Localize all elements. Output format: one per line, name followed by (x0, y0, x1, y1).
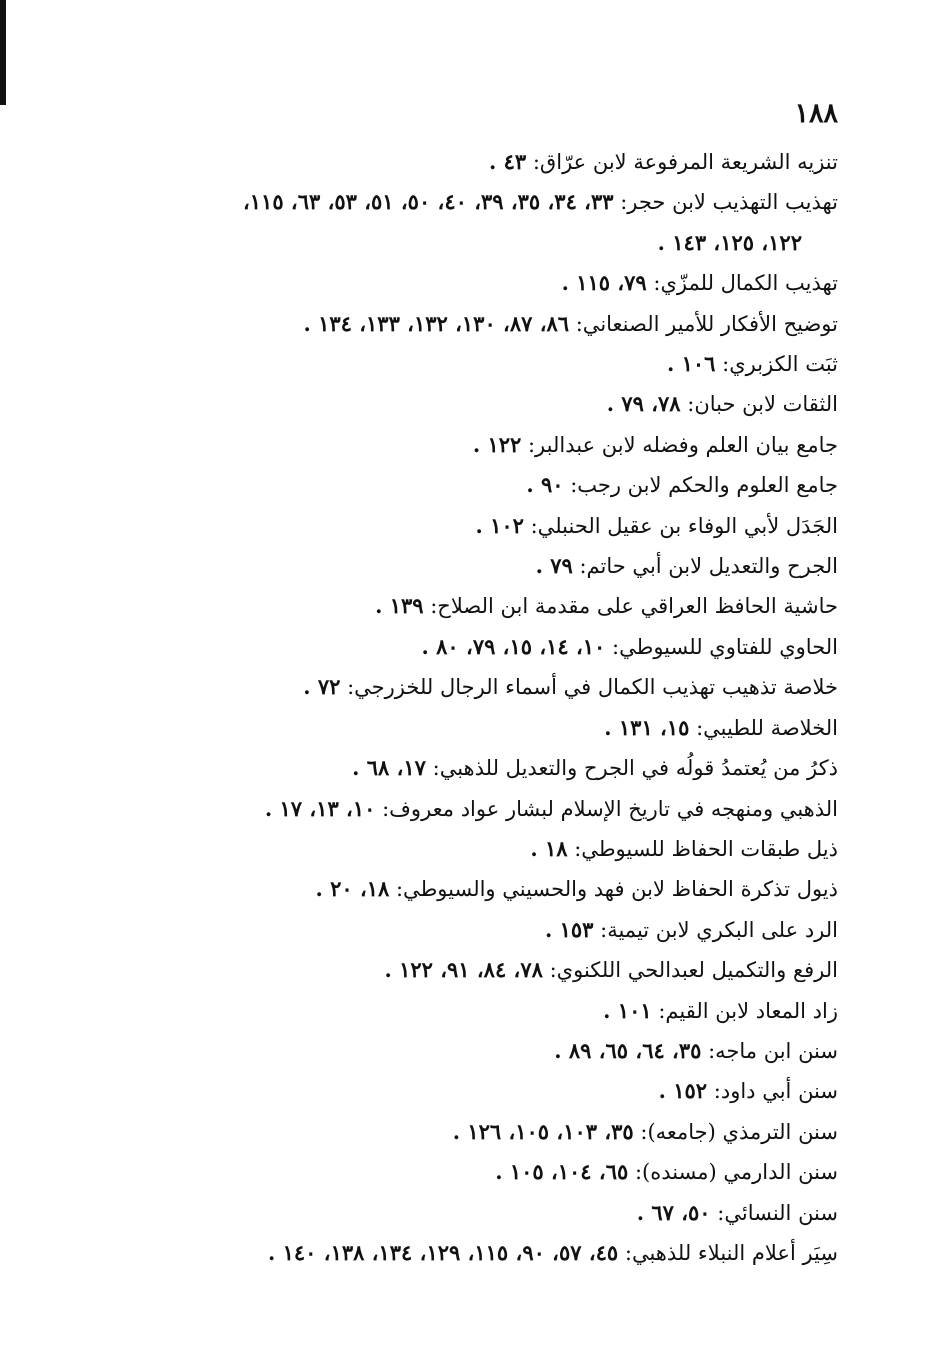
index-entry (118, 991, 838, 1031)
entry-title: جامع بيان العلم وفضله لابن عبدالبر: (527, 432, 838, 457)
entry-pages: ١٢٢، ١٢٥، ١٤٣ . (657, 229, 802, 255)
entry-pages: ١٣٩ . (375, 593, 424, 619)
index-entry (118, 910, 838, 950)
index-entry-continuation (118, 223, 838, 263)
index-entry (118, 789, 838, 829)
entry-title: سنن ابن ماجه: (708, 1038, 838, 1063)
index-entry (118, 1031, 838, 1071)
entry-pages: ١٠٦ . (667, 351, 716, 377)
entry-pages: ١٥، ١٣١ . (604, 714, 690, 740)
entry-title: سنن أبي داود: (713, 1079, 838, 1104)
entry-title: ذكرُ من يُعتمدُ قولُه في الجرح والتعديل للذهبي: (432, 756, 838, 781)
index-entry (118, 304, 838, 344)
entry-title: تهذيب التهذيب لابن حجر: (620, 190, 838, 215)
index-entry (118, 546, 838, 586)
entry-pages: ٤٣ . (488, 149, 527, 174)
index-entry (118, 748, 838, 788)
index-entry (118, 142, 838, 182)
entry-pages: ٤٥، ٥٧، ٩٠، ١١٥، ١٢٩، ١٣٤، ١٣٨، ١٤٠ . (268, 1239, 619, 1265)
index-entry (118, 869, 838, 909)
entry-pages: ١٢٢ . (472, 431, 522, 457)
entry-pages: ٣٣، ٣٤، ٣٥، ٣٩، ٤٠، ٥٠، ٥١، ٥٣، ٦٣، ١١٥، (242, 189, 614, 215)
index-entry (118, 182, 838, 222)
entry-title: الجرح والتعديل لابن أبي حاتم: (579, 554, 838, 579)
entry-title: الرفع والتكميل لعبدالحي اللكنوي: (549, 958, 838, 983)
index-entry (118, 1152, 838, 1192)
index-entry (118, 425, 838, 465)
entry-title: الجَدَل لأبي الوفاء بن عقيل الحنبلي: (530, 513, 838, 538)
entry-pages: ١٠، ١٤، ١٥، ٧٩، ٨٠ . (421, 633, 606, 659)
entry-title: سنن الدارمي (مسنده): (634, 1160, 838, 1185)
entry-pages: ١٠، ١٣، ١٧ . (264, 795, 376, 821)
entry-pages: ١٥٢ . (658, 1078, 708, 1104)
entry-title: سنن الترمذي (جامعه): (640, 1119, 838, 1144)
entry-pages: ١٠٢ . (475, 512, 524, 538)
entry-title: تنزيه الشريعة المرفوعة لابن عرّاق: (532, 150, 838, 174)
index-entry (118, 667, 838, 707)
index-entry (118, 465, 838, 505)
entry-title: الثقات لابن حبان: (687, 392, 838, 417)
entry-title: الرد على البكري لابن تيمية: (600, 917, 838, 942)
entry-title: سنن النسائي: (717, 1200, 838, 1225)
index-entry (118, 829, 838, 869)
index-entry (118, 1071, 838, 1111)
entry-pages: ٣٥، ١٠٣، ١٠٥، ١٢٦ . (452, 1118, 634, 1144)
entry-pages: ٩٠ . (526, 472, 564, 498)
entry-title: سِيَر أعلام النبلاء للذهبي: (624, 1240, 838, 1265)
entry-title: خلاصة تذهيب تهذيب الكمال في أسماء الرجال للخزرجي: (347, 675, 838, 700)
entry-pages: ٨٦، ٨٧، ١٣٠، ١٣٢، ١٣٣، ١٣٤ . (303, 310, 570, 336)
entry-title: جامع العلوم والحكم لابن رجب: (570, 473, 838, 498)
index-entry (118, 950, 838, 990)
index-entry (118, 708, 838, 748)
entry-title: ثبَت الكزبري: (722, 352, 838, 377)
entry-title: الحاوي للفتاوي للسيوطي: (612, 634, 838, 659)
entry-pages: ١٥٣ . (544, 916, 594, 942)
entry-pages: ٧٨، ٧٩ . (606, 391, 681, 417)
binding-edge-mark (0, 0, 6, 105)
entry-title: تهذيب الكمال للمزّي: (653, 271, 838, 296)
index-entry (118, 344, 838, 384)
entry-pages: ٧٩ . (535, 553, 573, 579)
index-entries (118, 142, 838, 1273)
entry-pages: ٥٠، ٦٧ . (636, 1199, 711, 1225)
entry-pages: ١٧، ٦٨ . (352, 755, 426, 781)
entry-title: ذيل طبقات الحفاظ للسيوطي: (574, 836, 838, 861)
index-entry (118, 263, 838, 303)
entry-pages: ١٨، ٢٠ . (315, 876, 390, 902)
index-entry (118, 384, 838, 424)
entry-pages: ٧٢ . (303, 674, 341, 700)
entry-title: زاد المعاد لابن القيم: (658, 998, 838, 1023)
entry-pages: ٣٥، ٦٤، ٦٥، ٨٩ . (554, 1037, 702, 1063)
entry-title: توضيح الأفكار للأمير الصنعاني: (575, 311, 838, 336)
index-entry (118, 627, 838, 667)
entry-title: ذيول تذكرة الحفاظ لابن فهد والحسيني والسيوطي: (395, 877, 838, 902)
entry-title: الخلاصة للطيبي: (696, 715, 838, 740)
index-entry (118, 586, 838, 626)
entry-pages: ١٨ . (530, 835, 568, 861)
index-entry (118, 506, 838, 546)
index-entry (118, 1112, 838, 1152)
entry-pages: ١٠١ . (603, 997, 652, 1023)
entry-title: حاشية الحافظ العراقي على مقدمة ابن الصلاح: (430, 594, 838, 619)
entry-title: الذهبي ومنهجه في تاريخ الإسلام لبشار عواد معروف: (382, 796, 838, 821)
page-number: ١٨٨ (794, 98, 838, 129)
entry-pages: ٧٨، ٨٤، ٩١، ١٢٢ . (384, 957, 543, 983)
index-entry (118, 1233, 838, 1273)
entry-pages: ٧٩، ١١٥ . (561, 270, 647, 296)
index-entry (118, 1193, 838, 1233)
entry-pages: ٦٥، ١٠٤، ١٠٥ . (495, 1159, 629, 1185)
